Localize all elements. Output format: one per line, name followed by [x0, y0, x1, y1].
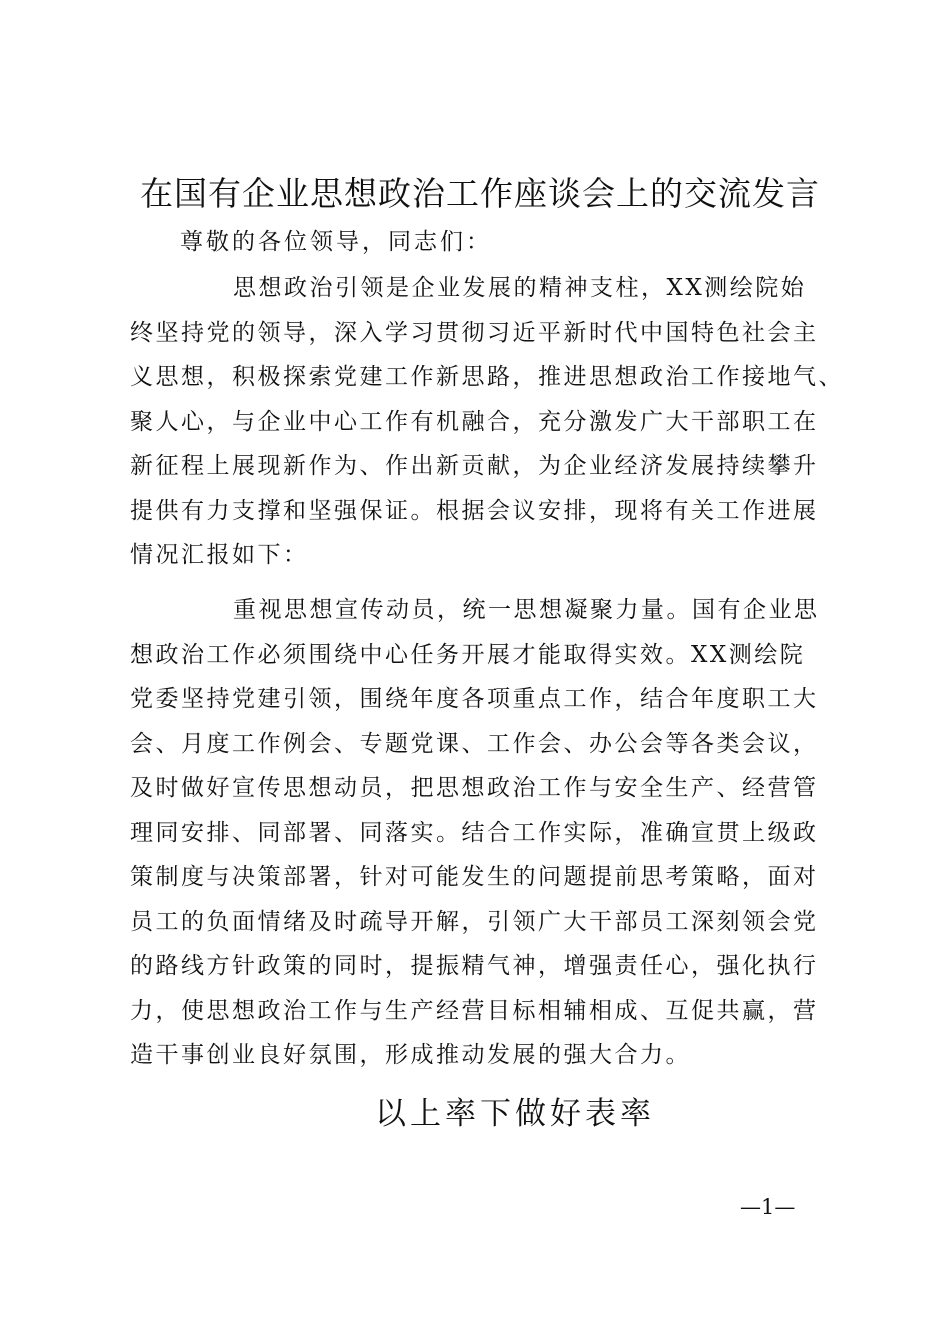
- paragraph-line: 想政治工作必须围绕中心任务开展才能取得实效。XX测绘院: [130, 641, 806, 668]
- paragraph-line: 及时做好宣传思想动员，把思想政治工作与安全生产、经营管: [130, 775, 819, 801]
- paragraph-line: 力，使思想政治工作与生产经营目标相辅相成、互促共赢，营: [130, 997, 819, 1024]
- paragraph-line: 造干事创业良好氛围，形成推动发展的强大合力。: [130, 1042, 691, 1068]
- paragraph-line: 义思想，积极探索党建工作新思路，推进思想政治工作接地气、: [130, 364, 844, 390]
- paragraph-line: 聚人心，与企业中心工作有机融合，充分激发广大干部职工在: [130, 408, 819, 435]
- document-title: 在国有企业思想政治工作座谈会上的交流发言: [140, 174, 820, 213]
- paragraph-line: 新征程上展现新作为、作出新贡献，为企业经济发展持续攀升: [130, 453, 819, 479]
- section-heading: 以上率下做好表率: [375, 1096, 655, 1132]
- paragraph-line: 会、月度工作例会、专题党课、工作会、办公会等各类会议，: [130, 730, 819, 757]
- paragraph-intro: [130, 266, 844, 578]
- paragraph-line: 重视思想宣传动员，统一思想凝聚力量。国有企业思: [233, 597, 820, 623]
- paragraph-line: 终坚持党的领导，深入学习贯彻习近平新时代中国特色社会主: [130, 319, 819, 346]
- paragraph-line: 提供有力支撑和坚强保证。根据会议安排，现将有关工作进展: [130, 497, 819, 524]
- greeting: 尊敬的各位领导，同志们：: [180, 229, 492, 255]
- page-number: —1—: [740, 1195, 796, 1219]
- paragraph-line: 策制度与决策部署，针对可能发生的问题提前思考策略，面对: [130, 864, 819, 890]
- paragraph-line: 思想政治引领是企业发展的精神支柱，XX测绘院始: [233, 275, 807, 301]
- paragraph-line: 情况汇报如下：: [130, 542, 309, 568]
- paragraph-line: 理同安排、同部署、同落实。结合工作实际，准确宣贯上级政: [130, 819, 819, 846]
- paragraph-publicity: [130, 588, 820, 1078]
- paragraph-line: 员工的负面情绪及时疏导开解，引领广大干部员工深刻领会党: [130, 908, 819, 935]
- paragraph-line: 的路线方针政策的同时，提振精气神，增强责任心，强化执行: [130, 953, 819, 979]
- paragraph-line: 党委坚持党建引领，围绕年度各项重点工作，结合年度职工大: [130, 686, 819, 712]
